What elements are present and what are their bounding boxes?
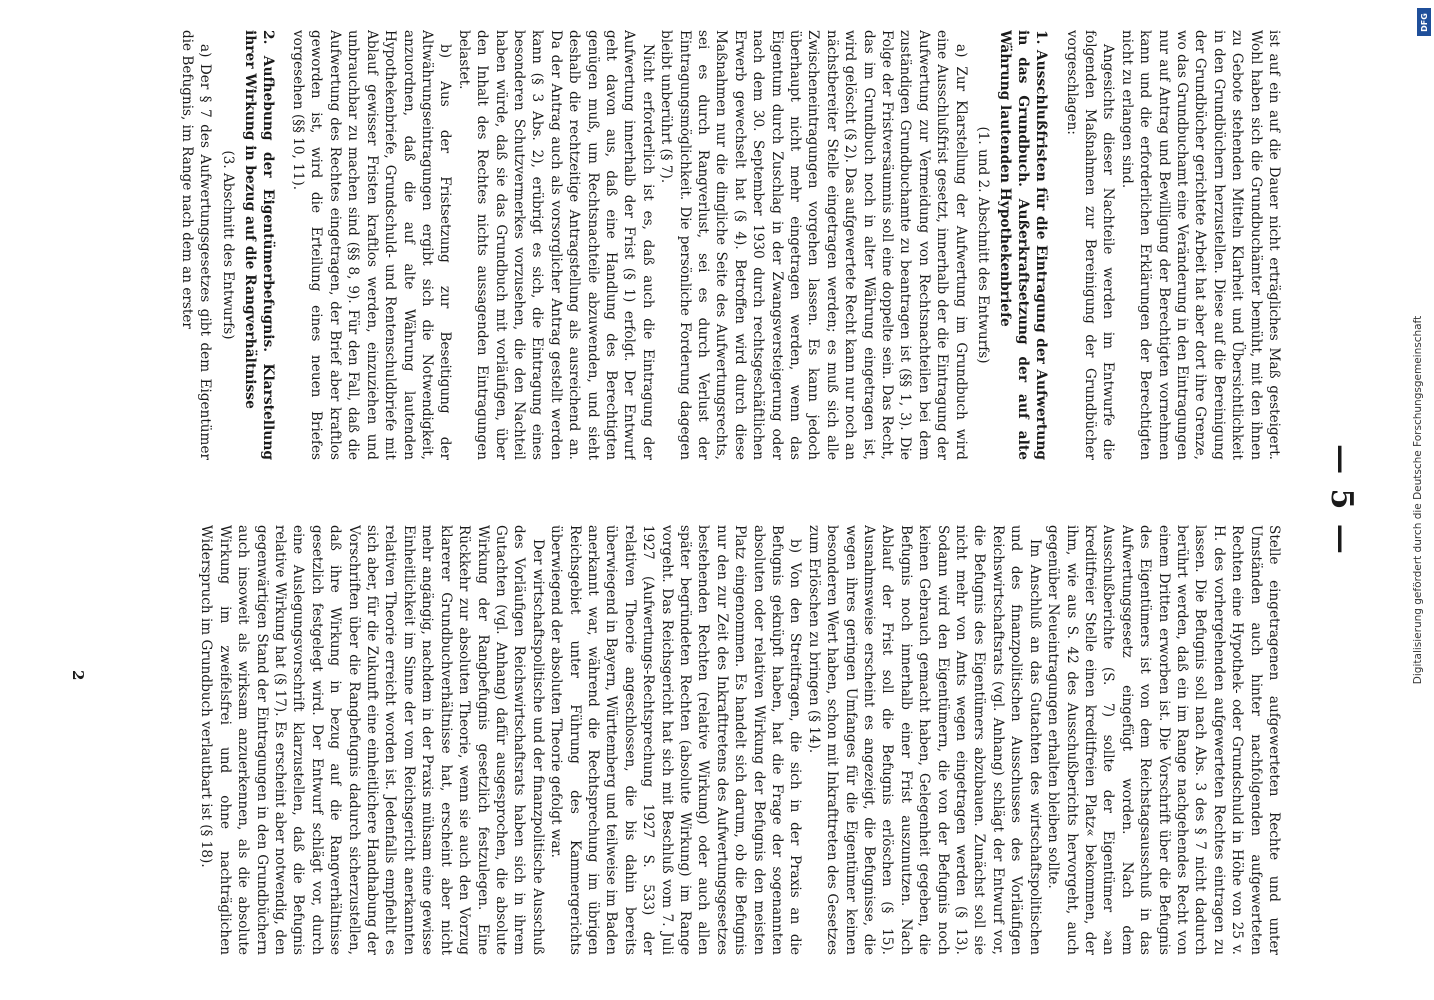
paragraph: Nicht erforderlich ist es, daß auch die Eintragung der Aufwertung innerhalb der Frist (§ 1) erfolgt. Der Entwurf geht davon aus, daß eine Handlung des Berechtigten genügen muß, um Rechtsnachteile abzuwenden, und sieht deshalb die rechtzeitige Antragstellung als ausreichend an. Da der Antrag auch als vorsorglicher Antrag gestellt werden kann (§ 3 Abs. 2), erübrigt es sich, die Eintragung eines besonderen Schutzvermerkes vorzusehen, die den Nachteil haben würde, daß sie das Grundbuch mit vorläufigen, über den Inhalt des Rechtes nichts aussagenden Eintragungen belastet. (455, 30, 656, 460)
section-note: (1. und 2. Abschnitt des Entwurfs) (975, 126, 992, 364)
right-column (93, 525, 1283, 955)
credit-text: Digitalisierung gefördert durch die Deutsche Forschungsgemeinschaft (1412, 315, 1424, 685)
section-heading: 1. Ausschlußfristen für die Eintragung der Aufwertung in das Grundbuch. Außerkraftsetzung der auf alte Währung lautenden Hypothekenbriefe (997, 30, 1050, 460)
page-number: 2 (69, 670, 87, 681)
paragraph: Der wirtschaftspolitische und der finanzpolitische Ausschuß des Vorläufigen Reichswirtschaftsrats haben sich in ihrem Gutachten (vgl. Anhang) dafür ausgesprochen, die absolute Wirkung der Rangbefugnis gesetzlich festzulegen. Eine Rückkehr zur absoluten Theorie, wenn sie auch den Vorzug klarerer Grundbuchverhältnisse hat, erscheint aber nicht mehr angängig, nachdem in der Praxis mühsam eine gewisse Einheitlichkeit im Sinne der vom Reichsgericht anerkannten relativen Theorie erreicht worden ist. Jedenfalls empfiehlt es sich aber, für die Zukunft eine einheitlichere Handhabung der Vorschriften über die Rangbefugnis dadurch sicherzustellen, daß ihre Wirkung in bezug auf die Rangverhältnisse gesetzlich festgelegt wird. Der Entwurf schlägt vor, durch eine Auslegungsvorschrift klarzustellen, daß die Befugnis relative Wirkung hat (§ 17). Es erscheint aber notwendig, den gegenwärtigen Stand der Eintragungen in den Grundbüchern auch insoweit als wirksam anzuerkennen, als die absolute Wirkung im zweifelsfrei und ohne nachträglichen Widerspruch im Grundbuch verlautbart ist (§ 18). (198, 525, 546, 955)
section-note: (3. Abschnitt des Entwurfs) (219, 150, 236, 340)
page-header: — 5 — (1324, 444, 1359, 556)
digitization-credit (1410, 10, 1426, 990)
document-page (67, 20, 1367, 980)
dfg-logo: DFG (1417, 8, 1431, 36)
paragraph: Stelle eingetragenen aufgewerteten Rechte und unter Umständen auch hinter nachfolgenden aufgewerteten Rechten eine Hypothek- oder Grundschuld in Höhe von 25 v. H. des vorhergehenden aufgewerteten Rechtes eintragen zu lassen. Die Befugnis soll nach Abs. 3 des § 7 nicht dadurch berührt werden, daß ein im Range nachgehendes Recht von einem Dritten erworben ist. Die Vorschrift über die Befugnis des Eigentümers ist von dem Reichstagsausschuß in das Aufwertungsgesetz eingefügt worden. Nach dem Ausschußberichte (S. 7) sollte der Eigentümer »an kreditfreier Stelle einen kreditfreien Platz« bekommen, der ihm, wie aus S. 42 des Ausschußberichts hervorgeht, auch gegenüber Neueintragungen erhalten bleiben sollte. (1045, 525, 1282, 955)
paragraph: a) Der § 7 des Aufwertungsgesetzes gibt dem Eigentümer die Befugnis, im Range nach dem an erster (178, 30, 214, 460)
paragraph: Angesichts dieser Nachteile werden im Entwurfe die folgenden Maßnahmen zur Bereinigung der Grundbücher vorgeschlagen: (1063, 30, 1117, 460)
paragraph: b) Aus der Fristsetzung zur Beseitigung der Altwährungseintragungen ergibt sich die Notwendigkeit, anzuordnen, daß die auf alte Währung lautenden Hypothekenbriefe, Grundschuld- und Rentenschuldbriefe mit Ablauf gewisser Fristen kraftlos werden, einzuziehen und unbrauchbar zu machen sind (§§ 8, 9). Für den Fall, daß die Aufwertung des Rechtes eingetragen, der Brief aber kraftlos geworden ist, wird die Erteilung eines neuen Briefes vorgesehen (§§ 10, 11). (290, 30, 454, 460)
paragraph: a) Zur Klarstellung der Aufwertung im Grundbuch wird eine Ausschlußfrist gesetzt, innerhalb der die Eintragung der Aufwertung zur Vermeidung von Rechtsnachteilen bei dem zuständigen Grundbuchamte zu beantragen ist (§§ 1, 3). Die Folge der Fristversäumnis soll eine doppelte sein. Das Recht, das im Grundbuch noch in alter Währung eingetragen ist, wird gelöscht (§ 2). Das aufgewertete Recht kann nur noch an nächstbereiter Stelle eingetragen werden; es muß sich alle Zwischeneintragungen vorgehen lassen. Es kann jedoch überhaupt nicht mehr eingetragen werden, wenn das Eigentum durch Zuschlag in der Zwangsversteigerung oder nach dem 30. September 1930 durch rechtsgeschäftlichen Erwerb gewechselt hat (§ 4). Betroffen wird durch diese Maßnahmen nur die dingliche Seite des Aufwertungsrechts, sei es durch Rangverlust, sei es durch Verlust der Eintragungsmöglichkeit. Die persönliche Forderung dagegen bleibt unberührt (§ 7). (658, 30, 969, 460)
left-column (93, 30, 1283, 460)
paragraph: Im Anschluß an das Gutachten des wirtschaftspolitischen und des finanzpolitischen Ausschusses des Vorläufigen Reichswirtschaftsrats (vgl. Anhang) schlägt der Entwurf vor, die Befugnis des Eigentümers abzubauen. Zunächst soll sie nicht mehr von Amts wegen eingetragen werden (§ 13). Sodann wird den Eigentümern, die von der Befugnis noch keinen Gebrauch gemacht haben, Gelegenheit gegeben, die Befugnis noch innerhalb einer Frist auszunutzen. Nach Ablauf der Frist soll die Befugnis erlöschen (§ 15). Ausnahmsweise erscheint es angezeigt, die Befugnisse, die wegen ihres geringen Umfanges für die Eigentümer keinen besonderen Wert haben, schon mit Inkrafttreten des Gesetzes zum Erlöschen zu bringen (§ 14). (805, 525, 1043, 955)
paragraph: ist auf ein auf die Dauer nicht erträgliches Maß gesteigert. Wohl haben sich die Grundbuchämter bemüht, mit den ihnen zu Gebote stehenden Mitteln Klarheit und Übersichtlichkeit in den Grundbüchern herzustellen. Diese auf die Bereinigung der Grundbücher gerichtete Arbeit hat aber dort ihre Grenze, wo das Grundbuchamt eine Veränderung in den Eintragungen nur auf Antrag und Bewilligung der Berechtigten vornehmen kann und die erforderlichen Erklärungen der Berechtigten nicht zu erlangen sind. (1118, 30, 1282, 460)
section-heading: 2. Aufhebung der Eigentümerbefugnis. Klarstellung ihrer Wirkung in bezug auf die Rangverhältnisse (241, 30, 276, 460)
paragraph: b) Von den Streitfragen, die sich in der Praxis an die Befugnis geknüpft haben, hat die Frage der sogenannten absoluten oder relativen Wirkung der Befugnis den meisten Platz eingenommen. Es handelt sich darum, ob die Befugnis nur den zur Zeit des Inkrafttretens des Aufwertungsgesetzes bestehenden Rechten (relative Wirkung) oder auch allen später begründeten Rechten (absolute Wirkung) im Range vorgeht. Das Reichsgericht hat sich mit Beschluß vom 7. Juli 1927 (Aufwertungs-Rechtsprechung 1927 S. 533) der relativen Theorie angeschlossen, die bis dahin bereits überwiegend in Bayern, Württemberg und teilweise im Baden anerkannt war, während die Rechtsprechung im übrigen Reichsgebiet unter Führung des Kammergerichts überwiegend der absoluten Theorie gefolgt war. (548, 525, 804, 955)
